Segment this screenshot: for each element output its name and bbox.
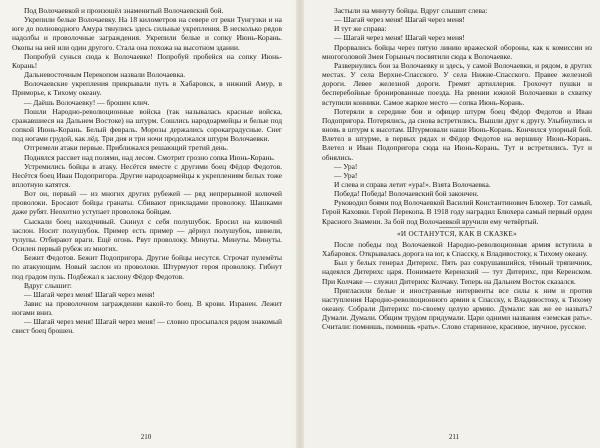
paragraph: Отгремели атаки первые. Приближался решающий третий день. <box>24 143 229 153</box>
paragraph: Руководил боями под Волочаевкой Василий Константинович Блюхер. Тот самый, Герой Каховки. Герой Перекопа. В 1918 году наградил Блюхера самый первый орден Красного Знамени. За бой под Волочаевкой вручили ему четвёртый. <box>322 198 592 226</box>
paragraph: Бежит Федотов. Бежит Подопригора. Другие бойцы несутся. Строчат пулемёты по атакующим. Новый заслон из проволоки. Штурмуют героя проволоку. Гибнут под градом пуль. Подбежал к заслону Фёдор Федотов. <box>12 253 282 281</box>
paragraph: — Даёшь Волочаевку! — брошен клич. <box>24 97 150 107</box>
section-heading: «И ОСТАНУТСЯ, КАК В СКАЗКЕ» <box>397 229 517 238</box>
paragraph: — Шагай через меня! Шагай через меня! — словно просыпался рядом знакомый свист боец брошен. <box>12 317 282 336</box>
paragraph: Укрепили белые Волочаевку. На 18 километров на севере от реки Тунгузки и на юге до полноводного Амура тянулись здесь сильные укрепления. В несколько рядов надолбы и проволочные заграждения. Укрепили белые и сопку Июнь-Корань. Окопы на ней или один другого. Стала она похожа на высотном здании. <box>12 15 282 52</box>
paragraph: Завис на проволочном заграждении какой-то боец. В крови. Изранен. Лежит ногами вниз. <box>12 299 282 318</box>
paragraph: Устремились бойцы в атаку. Несётся вместе с другими боец Фёдор Федотов. Несётся боец Иван Подопригора. Другие народоармейцы к укреплениям белых тоже вплотную катятся. <box>12 161 282 189</box>
paragraph: — Шагай через меня! Шагай через меня! <box>334 15 465 25</box>
left-page-text <box>12 6 282 336</box>
paragraph: Волочаевские укрепления прикрывали путь в Хабаровск, в нижний Амур, в Приморье, к Тихому океану. <box>12 79 282 98</box>
paragraph: Вдруг слышит: <box>24 280 72 290</box>
left-page-number: 210 <box>140 433 152 441</box>
paragraph: Сыскали боец находчивый. Скинул с себя полушубок. Бросил на колючий заслон. Носит полушубок. Пример есть пример — дёрнул полушубок, шинели, тулупы. Отбирают враги. Ещё огонь. Рвут проволоку. Минуты. Минуты. Минуты. Осилен первый рубеж из многих. <box>12 216 282 254</box>
paragraph: Был у белых генерал Дитерихс. Пять раз сокрушавшийся, тёмный тряпичник, надеялся Дитерихс царя. Понимаете Керенский — тут Дитерихс, при Керенском. При Колчаке — служил Дитерихс Колчаку. Теперь на Дальнем Восток сказался. <box>322 258 592 286</box>
paragraph: Поднялся рассвет над полями, над лесом. Смотрит грозно сопка Июнь-Корань. <box>24 152 275 162</box>
paragraph: — Ура! <box>334 161 358 171</box>
paragraph: Попробуй сунься сюда к Волочаевке! Попробуй пробейся на сопку Июнь-Корань! <box>12 51 282 70</box>
paragraph: Потеряли в середине бои и офицер штурм боец Фёдор Федотов и Иван Подопригора. Потерялись, да снова встретились. Вышли друг к другу. Улыбнулись и вновь в штурм к высотам. Штурмовали наши Июнь-Корань. Кончился упорный бой. Влетел в штурме, в первых рядах и Фёдор Федотов на вершину Июнь-Корань. Влетел и Иван Подопригора сюда на Июнь-Корань. Тут и встретились. Тут и обнялись. <box>322 106 592 162</box>
paragraph: Пошли Народно-революционные войска (так называлась красные войска, сражавшиеся на Дальнем Востоке) на штурм. Сошлись народоармейцы и белые под сопкой Июнь-Корань. Белый февраль. Морозы держались сорокаградусные. Снег под ногами грудой, как лёд. Три дня и три ночи продолжался штурм Волочаевки. <box>12 106 282 144</box>
book-gutter <box>296 0 304 448</box>
paragraph: — Шагай через меня! Шагай через меня! <box>334 33 465 43</box>
paragraph: Прорвались бойцы через пятую линию вражеской обороны, как к комиссии из многоголовой Змеи Горыныч посвятили сюда к Волочаевке. <box>322 42 592 61</box>
right-page-number: 211 <box>448 433 460 441</box>
section-divider-top <box>439 227 475 228</box>
paragraph: Застыли на минуту бойцы. Вдруг слышит слева: <box>334 6 488 15</box>
paragraph: Дальневосточным Перекопом назвали Волочаевка. <box>24 70 186 80</box>
paragraph: — Ура! <box>334 170 358 180</box>
left-page <box>0 0 292 448</box>
paragraph: И слева и справа летит «ура!». Взята Волочаевка. <box>334 179 491 189</box>
paragraph: Вот он, первый — из многих других рубежей — ряд непрерывной колючей проволоки. Бросают бойцы гранаты. Сбивают прикладами проволоку. Шашками даже рубят. Неохотно уступает проволока бойцам. <box>12 189 282 217</box>
paragraph: Под Волочаевкой и произошёл знаменитый Волочаевский бой. <box>24 6 224 15</box>
paragraph: — Шагай через меня! Шагай через меня! <box>24 289 155 299</box>
paragraph: Победа! Победа! Волочаевский бой закончен. <box>334 189 479 199</box>
paragraph: Пригласили белые и иностранные интервенты все силы к ним и против наступления Народно-революционного армии к Спасску, к Владивостоку, к Тихому океану. Собрали Дитерихс по-своему целую армию. Думали: как же ее назвать? Думали. Думали. Общим трудом придумали. Цари одними названия «земская рать». Считали: помнишь, помнишь «рать». Слово старинное, красивое, звучное, русское. <box>322 285 592 332</box>
right-page <box>308 0 600 448</box>
right-page-text <box>322 6 592 226</box>
paragraph: После победы под Волочаевкой Народно-революционная армия вступила в Хабаровск. Открывалась дорога на юг, к Спасску, к Владивостоку, к Тихому океану. <box>322 239 592 259</box>
right-section-text <box>322 240 592 332</box>
paragraph: Развернулись бои за Волочаевку и здесь, у самой Волочаевки, и рядом, в других местах. У села Верхне-Спасского. У села Нижне-Спасского. Правее железной дороги. Левее железной дороги. Гремят артиллерия. Грохочут пушки и бесперебойные бронированные поезда. На рвении южной Волочаевки в схватку вступили конники. Самое жаркое место — сопка Июнь-Корань. <box>322 60 592 107</box>
paragraph: И тут же справа: <box>334 24 387 34</box>
